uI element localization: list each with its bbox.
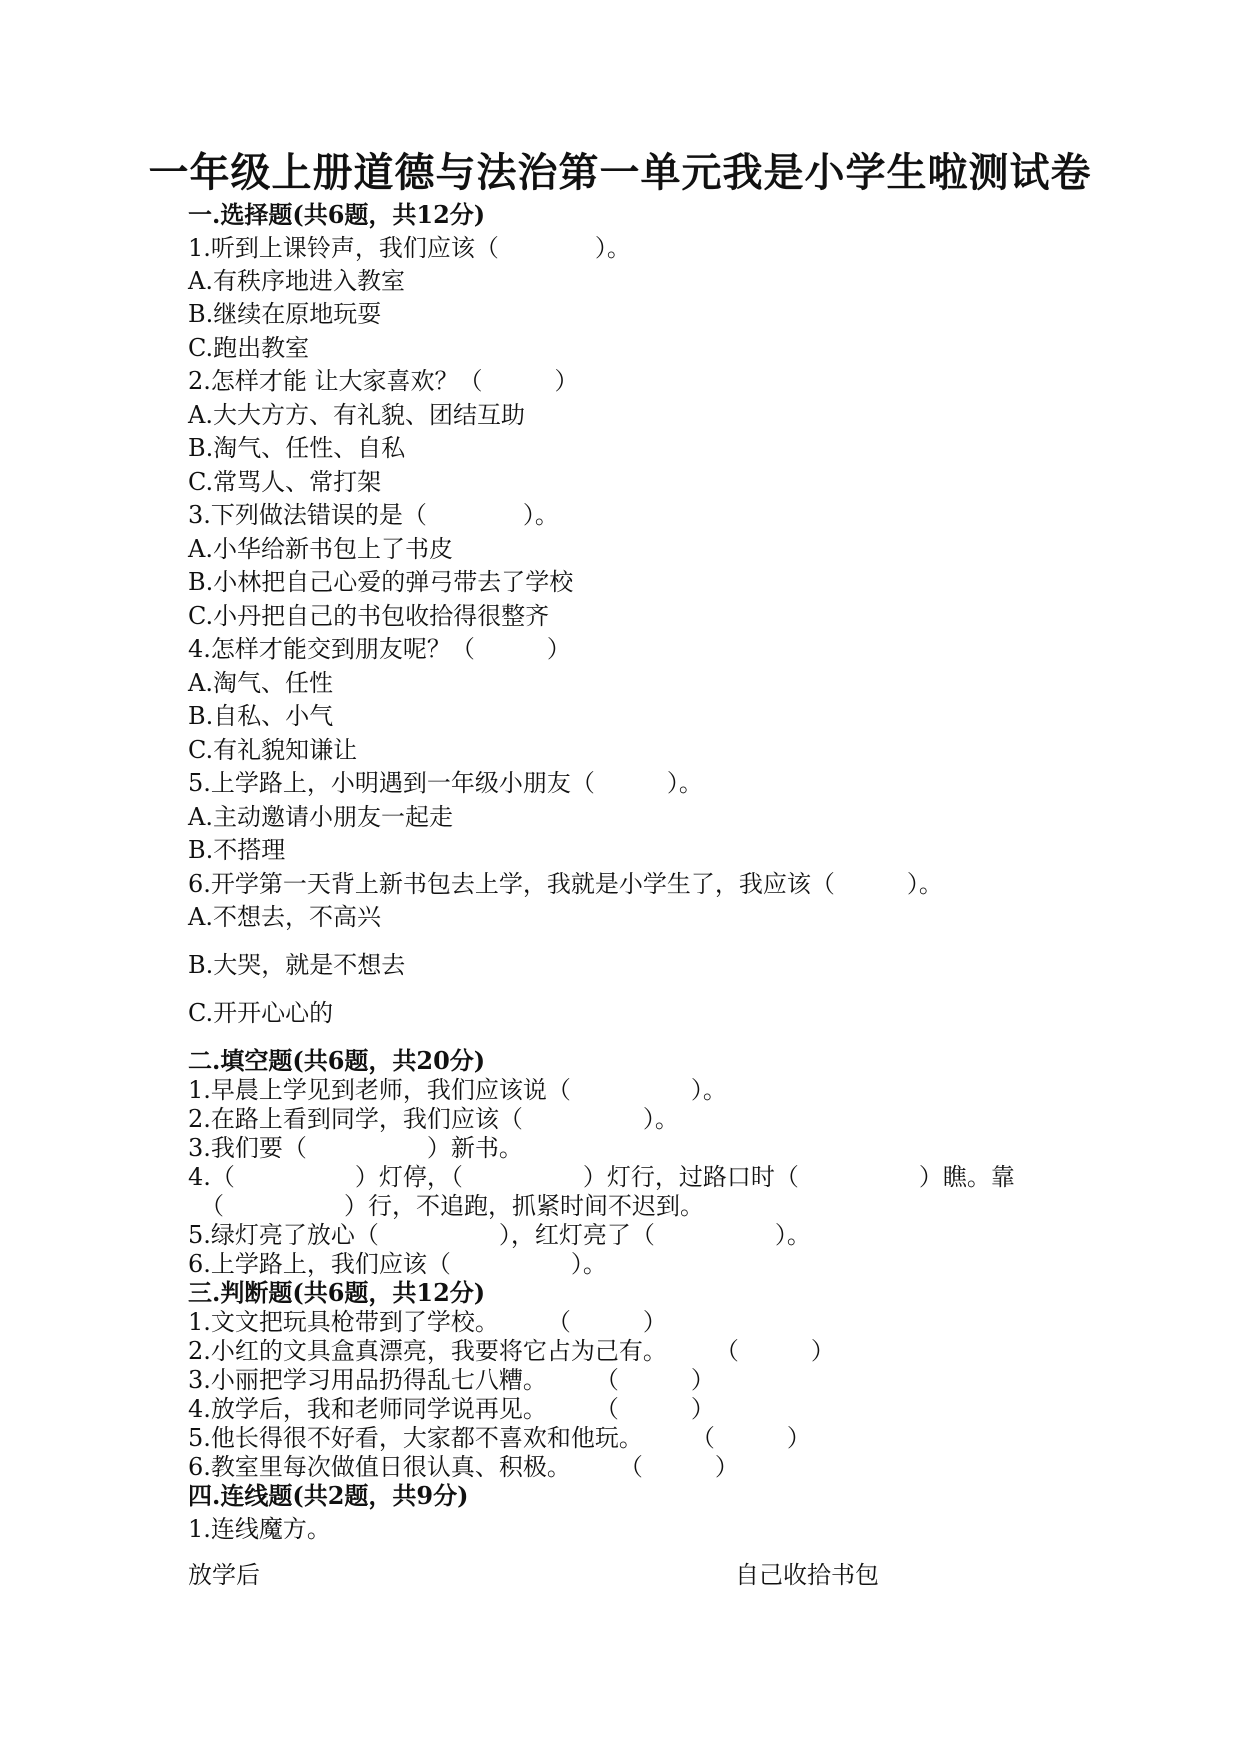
option-line: B.自私、小气 <box>188 702 334 730</box>
option-line: A.不想去，不高兴 <box>188 903 381 931</box>
option-line: A.主动邀请小朋友一起走 <box>188 803 453 831</box>
section-heading-match: 四.连线题(共2题，共9分) <box>188 1481 469 1510</box>
option-line: C.跑出教室 <box>188 334 310 362</box>
option-line: B.不搭理 <box>188 836 286 864</box>
option-line: C.有礼貌知谦让 <box>188 736 358 764</box>
option-line: A.小华给新书包上了书皮 <box>188 535 453 563</box>
question-line-continued: （ ）行，不追跑，抓紧时间不迟到。 <box>200 1192 704 1220</box>
question-line: 1.连线魔方。 <box>188 1515 331 1543</box>
question-line: 5.绿灯亮了放心（ ），红灯亮了（ ）。 <box>188 1221 811 1249</box>
question-line: 4.（ ）灯停，（ ）灯行，过路口时（ ）瞧。靠 <box>188 1163 1015 1191</box>
section-heading-fill: 二.填空题(共6题，共20分) <box>188 1046 486 1075</box>
option-line: B.继续在原地玩耍 <box>188 300 382 328</box>
question-line: 5.他长得很不好看，大家都不喜欢和他玩。 （ ） <box>188 1424 811 1452</box>
question-line: 5.上学路上，小明遇到一年级小朋友（ ）。 <box>188 769 703 797</box>
question-line: 1.听到上课铃声，我们应该（ ）。 <box>188 234 631 262</box>
question-line: 6.教室里每次做值日很认真、积极。 （ ） <box>188 1453 739 1481</box>
section-heading-choice: 一.选择题(共6题，共12分) <box>188 200 486 229</box>
question-line: 6.上学路上，我们应该（ ）。 <box>188 1250 607 1278</box>
page-title: 一年级上册道德与法治第一单元我是小学生啦测试卷 <box>148 149 1092 196</box>
option-line: B.淘气、任性、自私 <box>188 434 406 462</box>
question-line: 4.放学后，我和老师同学说再见。 （ ） <box>188 1395 715 1423</box>
option-line: C.常骂人、常打架 <box>188 468 382 496</box>
section-heading-judge: 三.判断题(共6题，共12分) <box>188 1278 486 1307</box>
question-line: 1.文文把玩具枪带到了学校。 （ ） <box>188 1308 667 1336</box>
option-line: B.小林把自己心爱的弹弓带去了学校 <box>188 568 574 596</box>
question-line: 2.小红的文具盒真漂亮，我要将它占为己有。 （ ） <box>188 1337 835 1365</box>
match-left-item: 放学后 <box>188 1561 260 1589</box>
match-right-item: 自己收拾书包 <box>735 1561 879 1589</box>
option-line: A.淘气、任性 <box>188 669 333 697</box>
question-line: 2.怎样才能 让大家喜欢？（ ） <box>188 367 579 395</box>
option-line: A.大大方方、有礼貌、团结互助 <box>188 401 525 429</box>
question-line: 2.在路上看到同学，我们应该（ ）。 <box>188 1105 679 1133</box>
question-line: 3.下列做法错误的是（ ）。 <box>188 501 559 529</box>
question-line: 4.怎样才能交到朋友呢？（ ） <box>188 635 571 663</box>
option-line: B.大哭，就是不想去 <box>188 951 406 979</box>
question-line: 1.早晨上学见到老师，我们应该说（ ）。 <box>188 1076 727 1104</box>
question-line: 6.开学第一天背上新书包去上学，我就是小学生了，我应该（ ）。 <box>188 870 943 898</box>
question-line: 3.小丽把学习用品扔得乱七八糟。 （ ） <box>188 1366 715 1394</box>
option-line: A.有秩序地进入教室 <box>188 267 405 295</box>
option-line: C.开开心心的 <box>188 999 334 1027</box>
question-line: 3.我们要（ ）新书。 <box>188 1134 523 1162</box>
option-line: C.小丹把自己的书包收拾得很整齐 <box>188 602 550 630</box>
